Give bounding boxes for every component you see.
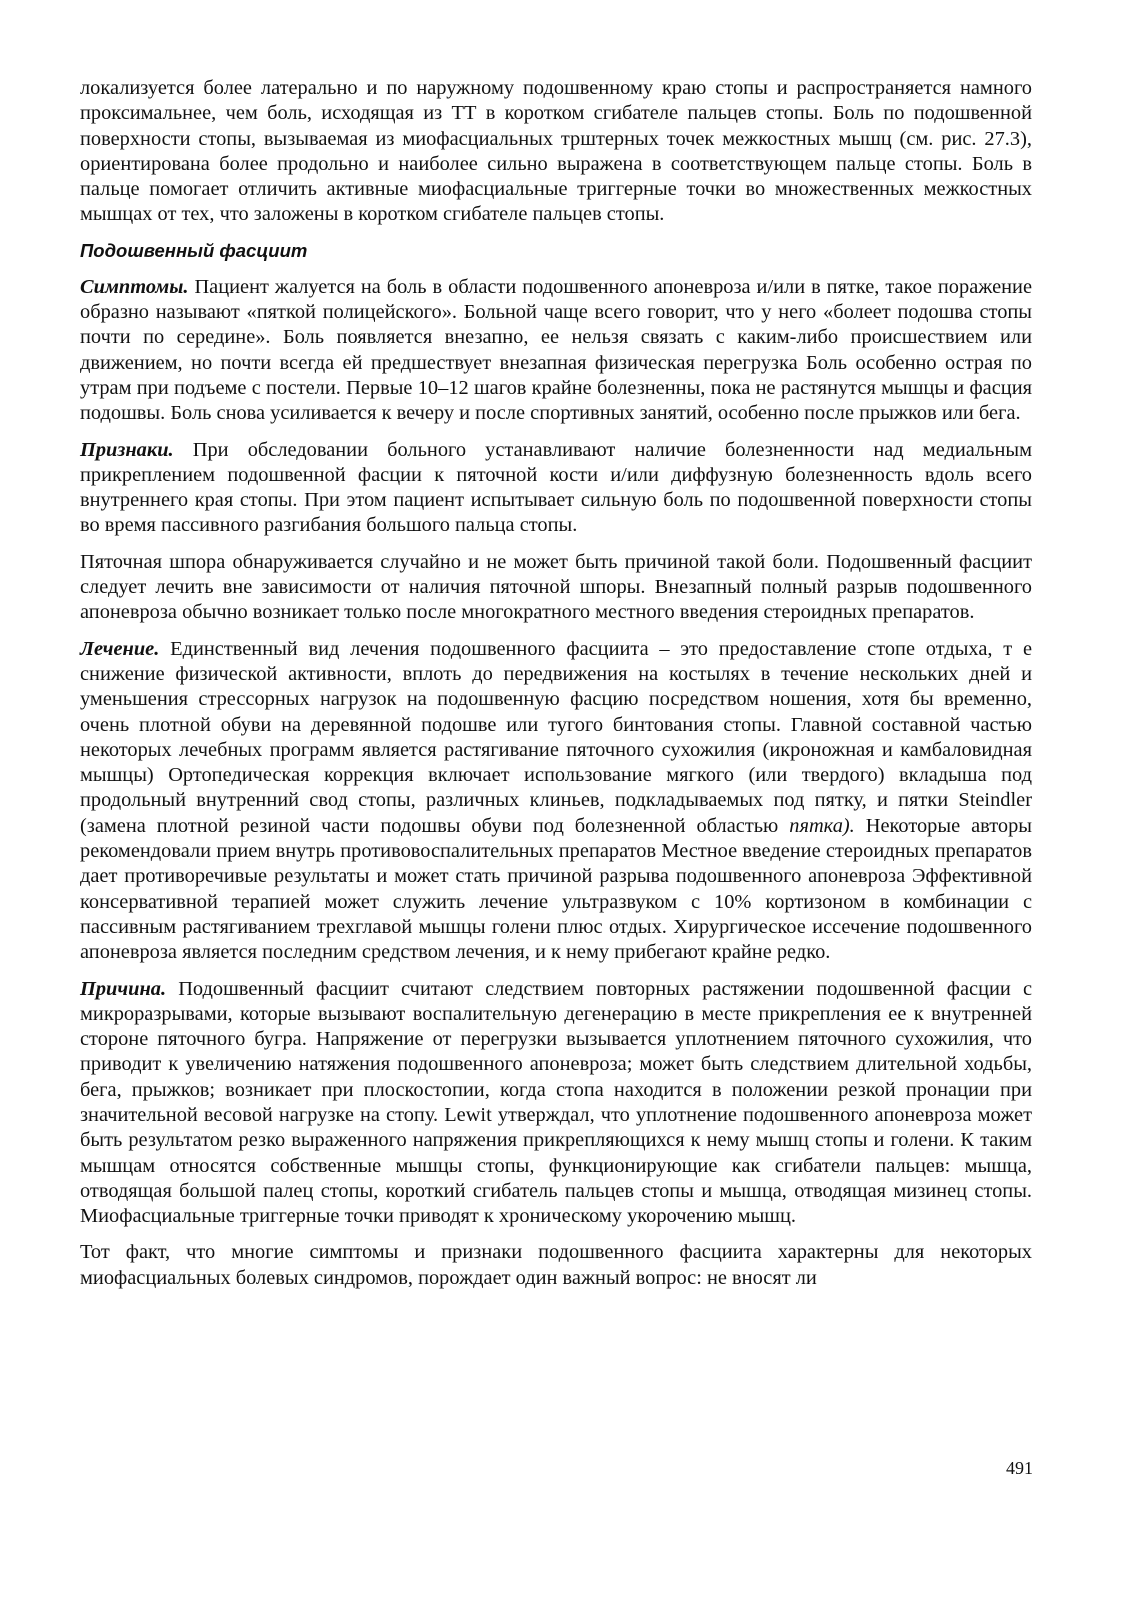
page-body: [80, 76, 1032, 1302]
paragraph-intro: локализуется более латерально и по наружному подошвенному краю стопы и распространяется намного проксимальнее, чем боль, исходящая из ТТ в коротком сгибателе пальцев стопы. Боль по подошвенной поверхности стопы, вызываемая из миофасциальных трштерных точек межкостных мышц (см. рис. 27.3), ориентирована более продольно и наиболее сильно выражена в соответствующем пальце стопы. Боль в пальце помогает отличить активные миофасциальные триггерные точки во множественных межкостных мышцах от тех, что заложены в коротком сгибателе пальцев стопы.: [80, 77, 1032, 226]
page-number: 491: [1006, 1458, 1033, 1478]
treatment-lead: Лечение.: [80, 637, 160, 660]
symptoms-text: Пациент жалуется на боль в области подошвенного апоневроза и/или в пятке, такое поражение образно называют «пяткой полицейского». Больной чаще всего говорит, что у него «болеет подошва стопы почти по середине». Боль появляется внезапно, ее нельзя связать с каким-либо происшествием или движением, но почти всегда ей предшествует внезапная физическая перегрузка Боль особенно острая по утрам при подъеме с постели. Первые 10–12 шагов крайне болезненны, пока не растянутся мышцы и фасция подошвы. Боль снова усиливается к вечеру и после спортивных занятий, особенно после прыжков или бега.: [80, 275, 1032, 425]
symptoms-lead: Симптомы.: [80, 275, 189, 298]
paragraph-cause: [80, 977, 1032, 1230]
paragraph-last: Тот факт, что многие симптомы и признаки подошвенного фасциита характерны для некоторых миофасциальных болевых синдромов, порождает один важный вопрос: не вносят ли: [80, 1241, 1032, 1289]
treatment-text-b: Некоторые авторы рекомендовали прием внутрь противовоспалительных препаратов Местное введение стероидных препаратов дает противоречивые результаты и может стать причиной разрыва подошвенного апоневроза Эффективной консервативной терапией может служить лечение ультразвуком с 10% кортизоном в комбинации с пассивным растягиванием трехглавой мышцы голени плюс отдых. Хирургическое иссечение подошвенного апоневроза является последним средством лечения, и к нему прибегают крайне редко.: [80, 814, 1032, 964]
signs-lead: Признаки.: [80, 438, 174, 461]
section-heading: Подошвенный фасциит: [80, 239, 308, 261]
paragraph-spur: Пяточная шпора обнаруживается случайно и не может быть причиной такой боли. Подошвенный фасциит следует лечить вне зависимости от наличия пяточной шпоры. Внезапный полный разрыв подошвенного апоневроза обычно возникает только после многократного местного введения стероидных препаратов.: [80, 550, 1032, 624]
paragraph-symptoms: [80, 275, 1032, 427]
treatment-text-a: Единственный вид лечения подошвенного фасциита – это предоставление стопе отдыха, т е снижение физической активности, вплоть до передвижения на костылях в течение нескольких дней и уменьшения стрессорных нагрузок на подошвенную фасцию посредством ношения, хотя бы временно, очень плотной обуви на деревянной подошве или тугого бинтования стопы. Главной составной частью некоторых лечебных программ является растягивание пяточного сухожилия (икроножная и камбаловидная мышцы) Ортопедическая коррекция включает использование мягкого (или твердого) вкладыша под продольный внутренний свод стопы, различных клиньев, подкладываемых под пятку, и пятки Steindler (замена плотной резиной части подошвы обуви под болезненной областью: [80, 637, 1032, 837]
cause-lead: Причина.: [80, 977, 167, 1000]
treatment-italic: пятка).: [789, 814, 855, 837]
paragraph-treatment: [80, 637, 1032, 966]
signs-text: При обследовании больного устанавливают наличие болезненности над медиальным прикреплением подошвенной фасции к пяточной кости и/или диффузную болезненность вдоль всего внутреннего края стопы. При этом пациент испытывает сильную боль по подошвенной поверхности стопы во время пассивного разгибания большого пальца стопы.: [80, 438, 1032, 537]
paragraph-signs: [80, 438, 1032, 539]
cause-text: Подошвенный фасциит считают следствием повторных растяжении подошвенной фасции с микроразрывами, которые вызывают воспалительную дегенерацию в месте прикрепления ее к внутренней стороне пяточного бугра. Напряжение от перегрузки вызывается уплотнением пяточного сухожилия, что приводит к увеличению натяжения подошвенного апоневроза; может быть следствием длительной ходьбы, бега, прыжков; возникает при плоскостопии, когда стопа находится в положении резкой пронации при значительной весовой нагрузке на стопу. Lewit утверждал, что уплотнение подошвенного апоневроза может быть результатом резко выраженного напряжения прикрепляющихся к нему мышц стопы и голени. К таким мышцам относятся собственные мышцы стопы, функционирующие как сгибатели пальцев: мышца, отводящая большой палец стопы, короткий сгибатель пальцев стопы и мышца, отводящая мизинец стопы. Миофасциальные триггерные точки приводят к хроническому укорочению мышц.: [80, 977, 1032, 1228]
